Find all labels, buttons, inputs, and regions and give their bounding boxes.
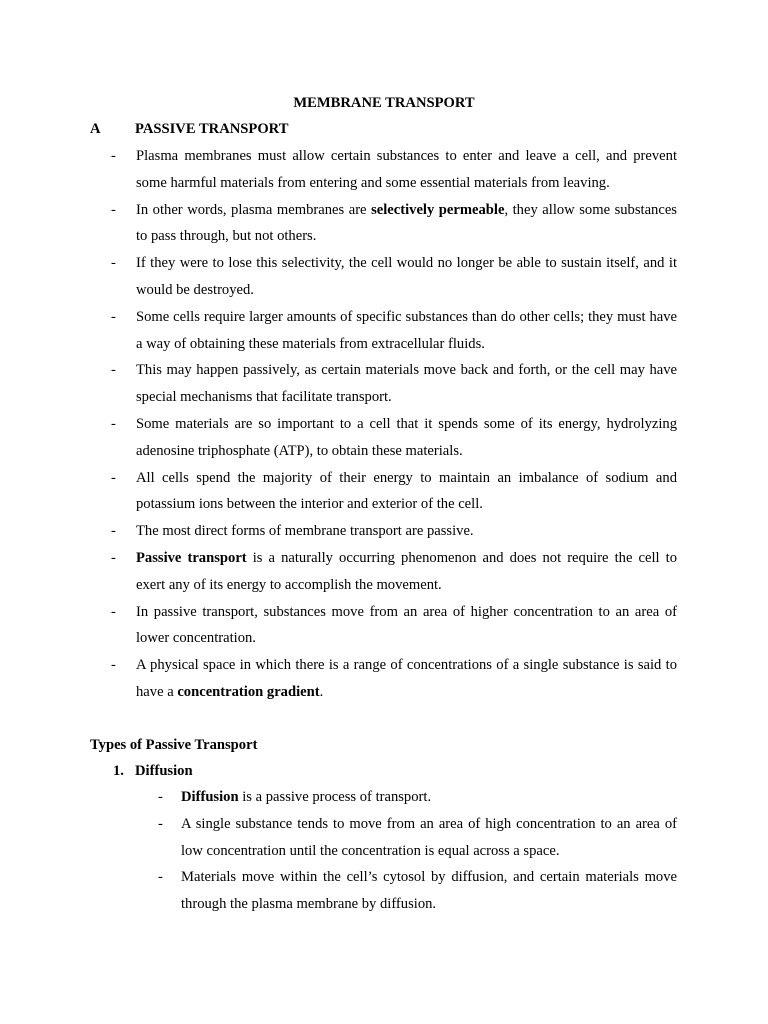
bullet-bold-term: Diffusion [181, 789, 239, 805]
list-item [0, 357, 768, 411]
bullet-dash: - [158, 869, 163, 886]
item-title: Diffusion [135, 763, 193, 779]
section-letter: A [90, 121, 101, 137]
bullet-dash: - [111, 148, 116, 164]
list-item [0, 518, 768, 545]
bullet-bold-term: Passive transport [136, 549, 247, 566]
bullet-text: Plasma membranes must allow certain substances to enter and leave a cell, and prevent some harmful materials from entering and some essential materials from leaving. [136, 148, 677, 191]
list-item [0, 465, 768, 519]
bullet-text: All cells spend the majority of their energy to maintain an imbalance of sodium and potassium ions between the interior and exterior of the cell. [136, 469, 677, 513]
bullet-text: Some materials are so important to a cell that it spends some of its energy, hydrolyzing adenosine triphosphate (ATP), to obtain these materials. [136, 415, 677, 459]
bullet-dash: - [111, 255, 116, 272]
bullet-text: A physical space in which there is a range of concentrations of a single substance is said to have a [136, 657, 677, 700]
bullet-text-tail: is a passive process of transport. [238, 789, 432, 805]
list-item [0, 784, 768, 811]
bullet-dash: - [111, 415, 116, 432]
types-heading: Types of Passive Transport [90, 737, 258, 753]
list-item [0, 143, 768, 197]
bullet-dash: - [111, 308, 116, 325]
bullet-text: Some cells require larger amounts of specific substances than do other cells; they must have a way of obtaining these materials from extracellular fluids. [136, 308, 677, 352]
passive-transport-bullet-list [0, 143, 768, 706]
bullet-text: In other words, plasma membranes are [136, 201, 372, 218]
bullet-text-tail: . [319, 683, 324, 700]
bullet-dash: - [111, 549, 116, 566]
list-item [0, 811, 768, 865]
bullet-text: The most direct forms of membrane transport are passive. [136, 523, 474, 540]
list-item [0, 652, 768, 706]
bullet-dash: - [111, 201, 116, 218]
item-number: 1. [113, 763, 124, 779]
bullet-text: This may happen passively, as certain materials move back and forth, or the cell may have special mechanisms that facilitate transport. [136, 362, 677, 406]
list-item [0, 304, 768, 358]
bullet-dash: - [111, 657, 116, 674]
bullet-dash: - [158, 815, 163, 832]
list-item [0, 250, 768, 304]
bullet-bold-term: selectively permeable [371, 201, 505, 218]
list-item [0, 545, 768, 599]
list-item [0, 197, 768, 251]
bullet-dash: - [111, 469, 116, 486]
bullet-dash: - [111, 523, 116, 540]
list-item [0, 864, 768, 918]
list-item [0, 599, 768, 653]
diffusion-bullet-list [0, 784, 768, 918]
bullet-dash: - [111, 603, 116, 620]
section-title: PASSIVE TRANSPORT [135, 121, 289, 137]
bullet-text: Materials move within the cell’s cytosol by diffusion, and certain materials move through the plasma membrane by diffusion. [181, 869, 677, 913]
bullet-text: If they were to lose this selectivity, the cell would no longer be able to sustain itself, and it would be destroyed. [136, 255, 677, 298]
bullet-dash: - [158, 789, 163, 805]
bullet-text-tail: is a naturally occurring phenomenon and does not require the cell to exert any of its energy to accomplish the movement. [136, 549, 677, 593]
list-item [0, 411, 768, 465]
bullet-text-tail: , they allow some substances to pass through, but not others. [136, 201, 677, 245]
bullet-text: A single substance tends to move from an area of high concentration to an area of low concentration until the concentration is equal across a space. [181, 815, 677, 859]
document-title: MEMBRANE TRANSPORT [293, 95, 475, 111]
bullet-text: In passive transport, substances move from an area of higher concentration to an area of lower concentration. [136, 603, 677, 647]
bullet-bold-term: concentration gradient [177, 683, 320, 700]
bullet-dash: - [111, 362, 116, 379]
